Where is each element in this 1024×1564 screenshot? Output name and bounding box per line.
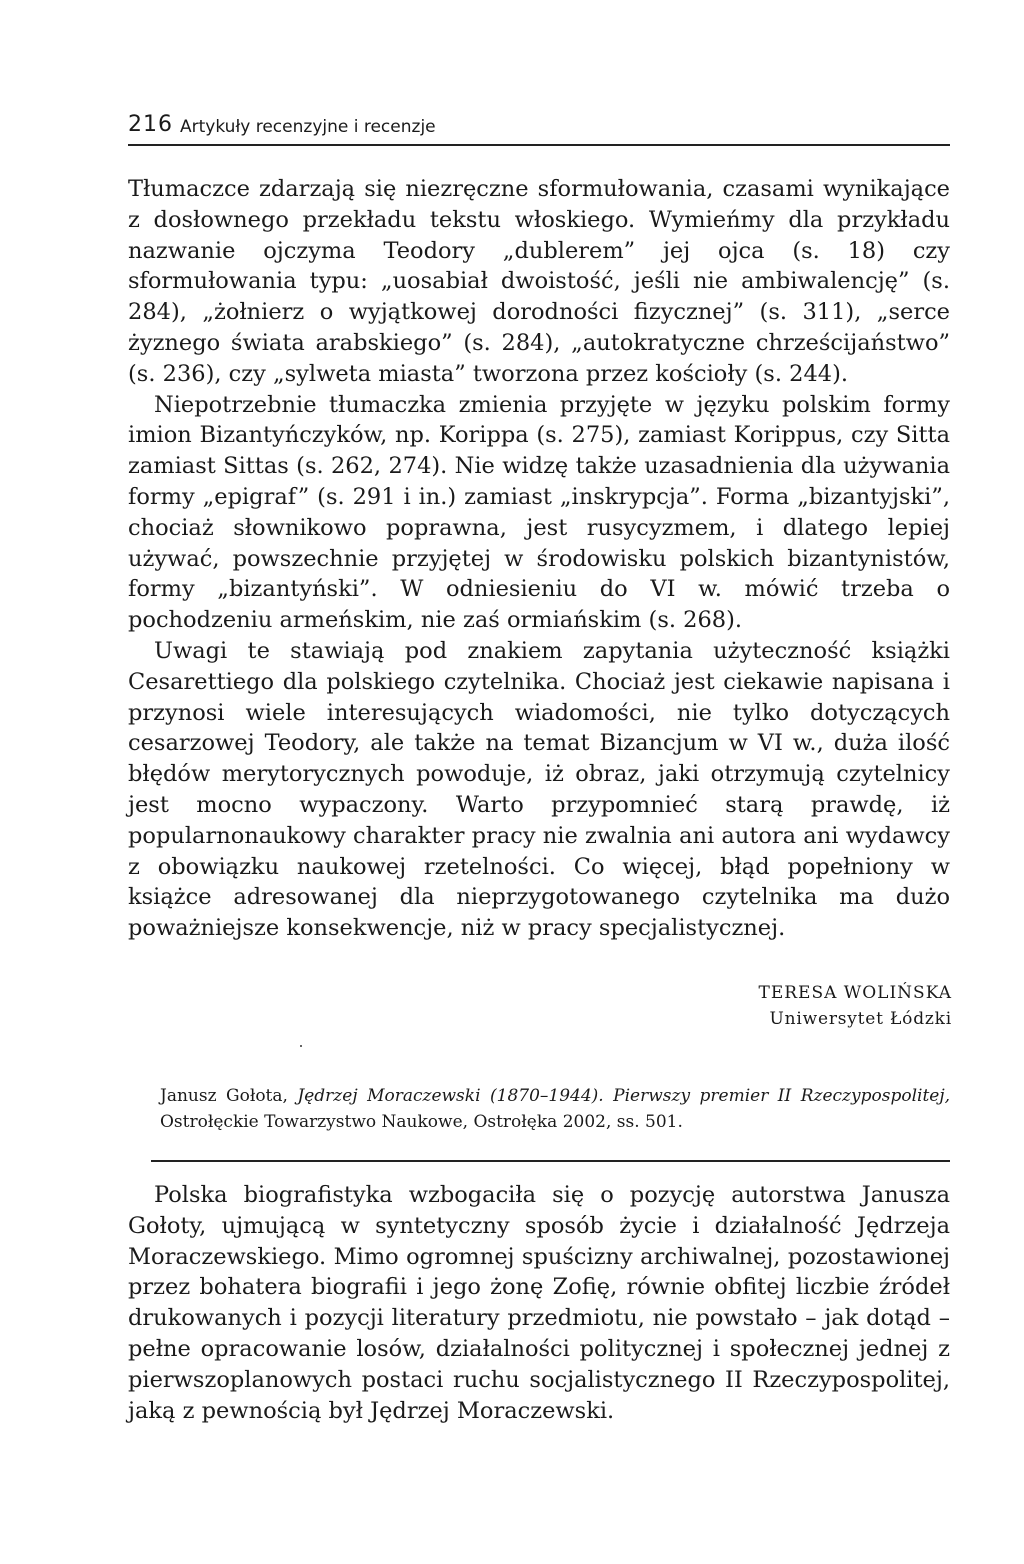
citation-title: Jędrzej Moraczewski (1870–1944). Pierwszy premier II Rzeczypospolitej, (297, 1086, 951, 1106)
running-head (128, 112, 950, 146)
book-citation (160, 1083, 950, 1135)
paragraph: Uwagi te stawiają pod znakiem zapytania użyteczność książki Cesarettiego dla polskiego czytelnika. Chociaż jest ciekawie napisana i przynosi wiele interesujących wiadomości, nie tylko dotyczących cesarzowej Teodory, ale także na temat Bizancjum w VI w., duża ilość błędów merytorycznych powoduje, iż obraz, jaki otrzymują czytelnicy jest mocno wypaczony. Warto przypomnieć starą prawdę, iż popularnonaukowy charakter pracy nie zwalnia ani autora ani wydawcy z obowiązku naukowej rzetelności. Co więcej, błąd popełniony w książce adresowanej dla nieprzygotowanego czytelnika ma dużo poważniejsze konsekwencje, niż w pracy specjalistycznej. (128, 637, 950, 942)
paragraph: Niepotrzebnie tłumaczka zmienia przyjęte w języku polskim formy imion Bizantyńczyków, np. Korippa (s. 275), zamiast Korippus, czy Sitta zamiast Sittas (s. 262, 274). Nie widzę także uzasadnienia dla używania formy „epigraf” (s. 291 i in.) zamiast „inskrypcja”. Forma „bizantyjski”, chociaż słownikowo poprawna, jest rusycyzmem, i dlatego lepiej używać, powszechnie przyjętej w środowisku polskich bizantynistów, formy „bizantyński”. W odniesieniu do VI w. mówić trzeba o pochodzeniu armeńskim, nie zaś ormiańskim (s. 268). (128, 391, 950, 634)
citation-author: Janusz Gołota, (160, 1086, 288, 1106)
reviewer-signature (758, 980, 952, 1032)
paragraph: Tłumaczce zdarzają się niezręczne sformułowania, czasami wynikające z dosłownego przekładu tekstu włoskiego. Wymieńmy dla przykładu nazwanie ojczyma Teodory „dublerem” jej ojca (s. 18) czy sformułowania typu: „uosabiał dwoistość, jeśli nie ambiwalencję” (s. 284), „żołnierz o wyjątkowej dorodności fizycznej” (s. 311), „serce żyznego świata arabskiego” (s. 284), „autokratyczne chrześcijaństwo” (s. 236), czy „sylweta miasta” tworzona przez kościoły (s. 244). (128, 176, 950, 387)
new-review-body (128, 1180, 950, 1426)
page-number: 216 (128, 112, 173, 137)
citation-publisher: Ostrołęckie Towarzystwo Naukowe, Ostrołęka 2002, ss. 501. (160, 1112, 683, 1132)
paragraph: Polska biografistyka wzbogaciła się o pozycję autorstwa Janusza Gołoty, ujmującą w syntetyczny sposób życie i działalność Jędrzeja Moraczewskiego. Mimo ogromnej spuścizny archiwalnej, pozostawionej przez bohatera biografii i jego żonę Zofię, równie obfitej liczbie źródeł drukowanych i pozycji literatury przedmiotu, nie powstało – jak dotąd – pełne opracowanie losów, działalności politycznej i społecznej jednej z pierwszoplanowych postaci ruchu socjalistycznego II Rzeczypospolitej, jaką z pewnością był Jędrzej Moraczewski. (128, 1182, 950, 1424)
section-title: Artykuły recenzyjne i recenzje (180, 117, 436, 137)
document-page (128, 0, 952, 1564)
print-speck (300, 1045, 302, 1047)
reviewer-affiliation: Uniwersytet Łódzki (769, 1009, 952, 1029)
review-body (128, 174, 950, 944)
reviewer-name: TERESA WOLIŃSKA (758, 983, 952, 1003)
section-divider (151, 1160, 950, 1162)
